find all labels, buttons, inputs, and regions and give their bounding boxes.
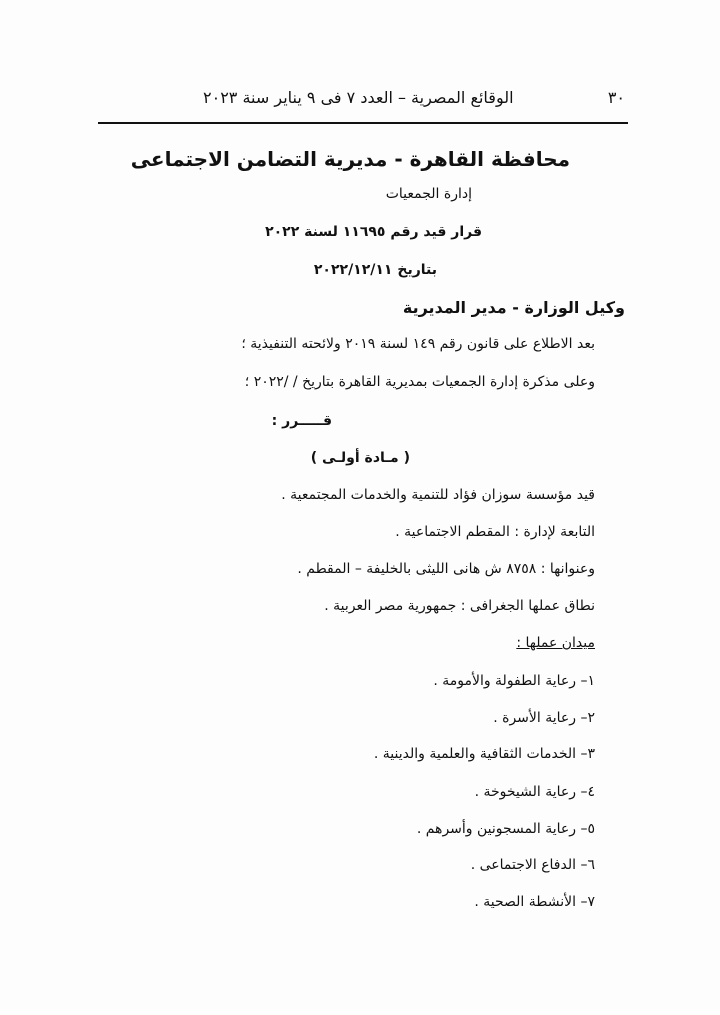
address-line: وعنوانها : ٨٧٥٨ ش هانى الليثى بالخليفة – المقطم . xyxy=(297,561,595,577)
article-heading: ( مـادة أولـى ) xyxy=(310,450,410,466)
issuer: وكيل الوزارة - مدير المديرية xyxy=(402,298,625,317)
field-item: ٧– الأنشطة الصحية . xyxy=(474,894,595,910)
decision-date: بتاريخ ٢٠٢٢/١٢/١١ xyxy=(313,262,437,278)
decision-heading: قرار قيد رقم ١١٦٩٥ لسنة ٢٠٢٢ xyxy=(265,224,482,240)
field-item: ٣– الخدمات الثقافية والعلمية والدينية . xyxy=(373,746,595,762)
decides-heading: قـــــرر : xyxy=(271,413,332,429)
header-rule xyxy=(98,122,628,124)
running-header: الوقائع المصرية – العدد ٧ فى ٩ يناير سنة ٢٠٢٣ xyxy=(203,88,514,107)
affiliation-line: التابعة لإدارة : المقطم الاجتماعية . xyxy=(395,524,595,540)
field-item: ٥– رعاية المسجونين وأسرهم . xyxy=(416,821,595,837)
field-item: ٦– الدفاع الاجتماعى . xyxy=(470,857,595,873)
preamble-line-2: وعلى مذكرة إدارة الجمعيات بمديرية القاهرة بتاريخ / /٢٠٢٢ ؛ xyxy=(244,374,595,390)
preamble-line-1: بعد الاطلاع على قانون رقم ١٤٩ لسنة ٢٠١٩ ولائحته التنفيذية ؛ xyxy=(241,336,595,352)
scope-line: نطاق عملها الجغرافى : جمهورية مصر العربية . xyxy=(324,598,595,614)
field-item: ٤– رعاية الشيخوخة . xyxy=(474,784,595,800)
field-item: ١– رعاية الطفولة والأمومة . xyxy=(433,673,595,689)
page-title: محافظة القاهرة - مديرية التضامن الاجتماعى xyxy=(130,147,570,171)
registration-line: قيد مؤسسة سوزان فؤاد للتنمية والخدمات المجتمعية . xyxy=(281,487,595,503)
field-item: ٢– رعاية الأسرة . xyxy=(493,710,595,726)
page-number: ٣٠ xyxy=(607,88,625,107)
department-label: إدارة الجمعيات xyxy=(385,186,472,202)
fields-heading: ميدان عملها : xyxy=(516,635,595,651)
